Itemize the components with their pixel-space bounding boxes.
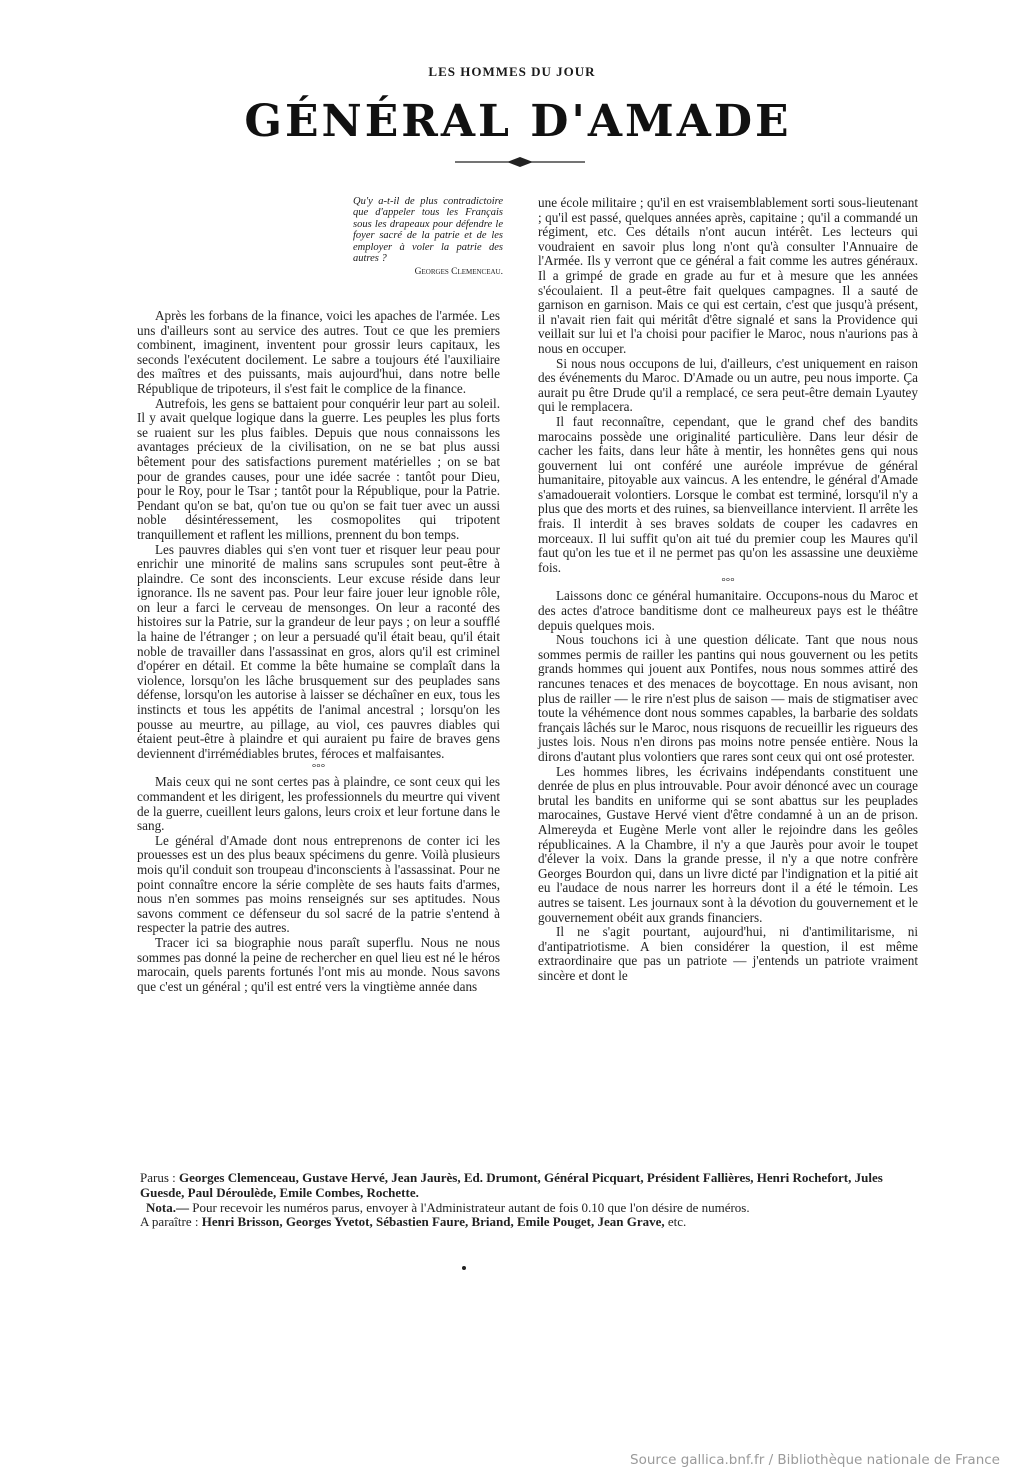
source-attribution[interactable]: Source gallica.bnf.fr / Bibliothèque nationale de France [630, 1452, 1000, 1468]
page-dot-mark [462, 1266, 466, 1270]
parus-label: Parus : [140, 1170, 176, 1185]
paragraph: Le général d'Amade dont nous entreprenons de conter ici les prouesses est un des plus beaux spécimens du genre. Voilà plusieurs mois qu'il conduit son troupeau d'inconscients à l'assassinat. Pour ne point connaître encore la série complète de ses hauts faits d'armes, nous n'en sommes pas moins renseignés sur ses aptitudes. Nous savons comment ce défenseur du sol sacré de la patrie s'entend à respecter la patrie des autres. [137, 832, 500, 936]
paragraph: Laissons donc ce général humanitaire. Occupons-nous du Maroc et des actes d'atroce banditisme dont ce malheureux pays est le théâtre depuis quelques mois. [538, 588, 918, 633]
series-kicker: LES HOMMES DU JOUR [428, 64, 596, 79]
paragraph: Si nous nous occupons de lui, d'ailleurs, c'est uniquement en raison des événements du Maroc. D'Amade ou un autre, peu nous importe. Ça aurait pu être Drude qu'il a remplacé, ce sera peut-être demain Lyautey qui le remplacera. [538, 355, 918, 415]
paragraph: Autrefois, les gens se battaient pour conquérir leur part au soleil. Il y avait quelque logique dans la guerre. Les peuples les plus forts se ruaient sur les plus faibles. Depuis que nous connaissons les avantages précieux de la civilisation, on ne se bat plus aussi bêtement pour des satisfactions purement matérielles ; on se bat pour de grandes causes, pour une idée sacrée : tantôt pour Dieu, pour le Roy, pour le Tsar ; tantôt pour la République, pour la Patrie. Pendant qu'on se bat, qu'on tue ou qu'on se fait tuer avec un aussi noble désintéressement, les cosmopolites qui tripotent tranquillement et raflent les millions, prennent du bon temps. [137, 395, 500, 542]
paragraph: Les hommes libres, les écrivains indépendants constituent une denrée de plus en plus introuvable. Pour avoir dénoncé avec un courage brutal les bandits en uniforme qui se sont abattus sur les peuplades marocaines, Gustave Hervé vient d'être condamné à un an de prison. Almereyda et Eugène Merle vont aller le rejoindre dans les geôles républicaines. A la Chambre, il n'y a que Jaurès pour avoir le toupet d'élever la voix. Dans la grande presse, il n'y a que notre confrère Georges Bourdon qui, dans un livre dicté par l'indignation et la pitié ait eu l'audace de nous narrer les horreurs dont il a été le témoin. Les autres se taisent. Les journaux sont à la dévotion du gouvernement et le gouvernement obéit aux grands financiers. [538, 763, 918, 925]
right-column [538, 196, 918, 983]
left-column [137, 309, 500, 994]
nota-label: Nota.— [146, 1199, 189, 1215]
article-title: GÉNÉRAL D'AMADE [244, 96, 792, 147]
paragraph: Après les forbans de la finance, voici les apaches de l'armée. Les uns d'ailleurs sont au service des autres. Tout ce que les premiers combinent, imaginent, inventent pour grossir leurs capitaux, les seconds l'exécutent docilement. Le sabre a toujours été l'auxiliaire des maîtres et des puissants, mais aujourd'hui, dans notre belle République de tripoteurs, il s'est fait le complice de la finance. [137, 308, 500, 396]
paragraph: Il faut reconnaître, cependant, que le grand chef des bandits marocains possède une originalité particulière. Dans leur désir de cacher les faits, dans leur hâte à mentir, les honnêtes gens qui nous gouvernent lui ont conféré une auréole imprévue de général humanitaire, pitoyable aux vaincus. A les entendre, le général d'Amade s'amadouerait volontiers. Lorsque le combat est terminé, lorsqu'il n'y a plus que des morts et des ruines, sa bienveillance intervient. Il arrête les frais. Il interdit à ses braves soldats de couper les cadavres en morceaux. Il lui suffit qu'on ait tué du premier coup les Maures qu'il faut qu'on les tue et il ne permet pas qu'on les assassine une deuxième fois. [538, 413, 918, 575]
epigraph [353, 196, 503, 279]
section-stars-divider: °°° [721, 576, 735, 589]
a-paraitre-etc: etc. [667, 1214, 687, 1230]
nota-line [140, 1201, 930, 1216]
section-stars-divider: °°° [311, 762, 326, 775]
a-paraitre-line [140, 1215, 930, 1230]
paragraph: Nous touchons ici à une question délicate. Tant que nous nous sommes permis de railler les pantins qui nous gouvernent ou les petits grands hommes qui jouent aux Pontifes, nous nous sommes attiré des rancunes tenaces et des menaces de boycottage. En nous avisant, non plus de railler — le rire n'est plus de saison — mais de stigmatiser avec toute la véhémence dont nous sommes capables, la barbarie des soldats français lâchés sur le Maroc, nous risquons de recueillir les rigueurs des justes lois. Nous n'en dirons pas moins notre pensée entière. Nous la dirons d'autant plus volontiers que rares sont ceux qui ont osé protester. [538, 632, 918, 764]
paragraph: une école militaire ; qu'il en est vraisemblablement sorti sous-lieutenant ; qu'il est passé, quelques années après, capitaine ; qu'il a commandé un régiment, etc. Ces détails n'ont aucun intérêt. Les lecteurs qui voudraient en savoir plus long n'ont qu'à consulter l'Annuaire de l'Armée. Ils y verront que ce général a fait comme les autres généraux. Il a grimpé de grade en grade au fur et à mesure que les années s'écoulaient. Il a peut-être fait quelques campagnes. Il a sauté de garnison en garnison. Mais ce qui est certain, c'est que jusqu'à présent, il n'avait rien fait qui méritât d'être signalé et sans la Providence qui veillait sur lui et l'a choisi pour pacifier le Maroc, nous n'aurions pas à nous en occuper. [538, 195, 918, 356]
parus-names: Georges Clemenceau, Gustave Hervé, Jean Jaurès, Ed. Drumont, Général Picquart, Président Fallières, Henri Rochefort, Jules Guesde, Paul Déroulède, Emile Combes, Rochette. [140, 1170, 883, 1200]
nota-text: Pour recevoir les numéros parus, envoyer à l'Administrateur autant de fois 0.10 que l'on désire de numéros. [192, 1199, 750, 1215]
epigraph-text: Qu'y a-t-il de plus contradictoire que d'appeler tous les Français sous les drapeaux pour défendre le foyer sacré de la patrie et de les employer à voler la patrie des autres ? [353, 196, 503, 265]
paragraph: Mais ceux qui ne sont certes pas à plaindre, ce sont ceux qui les commandent et les dirigent, les professionnels du meurtre qui vivent de la guerre, cueillent leurs galons, leurs croix et leur fortune dans le sang. [137, 774, 500, 834]
parus-line [140, 1171, 930, 1201]
a-paraitre-label: A paraître : [140, 1214, 199, 1230]
paragraph: Les pauvres diables qui s'en vont tuer et risquer leur peau pour enrichir une minorité de malins sans scrupules sont peut-être à plaindre. Ce sont des inconscients. Leur excuse réside dans leur ignorance. Ils ne savent pas. Pour leur faire jouer leur ignoble rôle, on leur a farci le cerveau de mensonges. On leur a raconté des histoires sur la Patrie, sur la grandeur de leur pays ; on leur a soufflé la haine de l'étranger ; on leur a persuadé qu'il était beau, qu'il était noble de travailler dans l'assassinat en gros, alors qu'il est criminel d'opérer en détail. Et comme la bête humaine se complaît dans la violence, lorsqu'on les lâche brusquement sur des peuplades sans défense, lorsqu'on les autorise à laisser se déchaîner en eux, tous les instincts et tous les appétits de l'animal ancestral ; lorsqu'on les pousse au meurtre, au pillage, au viol, ces pauvres diables qui étaient peut-être à plaindre et qui auraient pu faire de braves gens deviennent d'irrémédiables brutes, féroces et malfaisantes. [137, 541, 500, 761]
footer-notes [140, 1171, 930, 1230]
title-ornament-divider [455, 155, 585, 169]
paragraph: Il ne s'agit pourtant, aujourd'hui, ni d'antimilitarisme, ni d'antipatriotisme. A bien considérer la question, il est même extraordinaire que pas un patriote — j'entends un patriote vraiment sincère et dont le [538, 924, 918, 983]
a-paraitre-names: Henri Brisson, Georges Yvetot, Sébastien Faure, Briand, Emile Pouget, Jean Grave, [201, 1214, 665, 1230]
paragraph: Tracer ici sa biographie nous paraît superflu. Nous ne nous sommes pas donné la peine de rechercher en quel lieu est né le héros marocain, quels parents fortunés l'ont mis au monde. Nous savons que c'est un général ; qu'il est entré vers la vingtième année dans [137, 934, 500, 994]
epigraph-author: Georges Clemenceau. [414, 267, 503, 278]
